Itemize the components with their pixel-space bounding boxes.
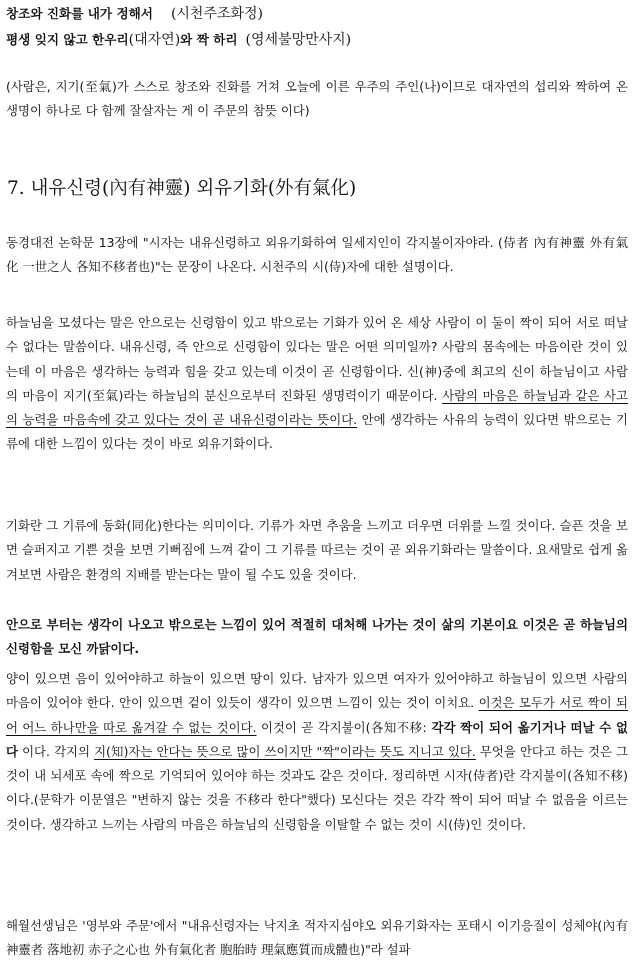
paragraph-5-underlined-a: 이것은 모두가 서로 짝이 되어 어느 하나만을 따로 옮겨갈 수 없는 것이다. xyxy=(6,695,628,735)
header-line-2-paren-b: (영세불망만사지) xyxy=(245,32,352,48)
header-line-1-text: 창조와 진화를 내가 정해서 xyxy=(6,6,153,21)
header-line-2 xyxy=(6,27,628,53)
paragraph-5-text-a: 양이 있으면 음이 있어야하고 하늘이 있으면 땅이 있다. 남자가 있으면 여자가 있어야하고 하늘님이 있으면 사람의 마음이 있어야 한다. 안이 있으면 겉이 있듯이 생각이 있으면 느낌이 있는 것이 이치요. xyxy=(6,671,628,711)
paragraph-6: 해월선생님은 '영부와 주문'에서 "내유신령자는 낙지초 적자지심야오 외유기화자는 포태시 이기응질이 성체야(內有神靈者 落地初 赤子之心也 外有氣化者 胞胎時 理氣應質而成體也)"라 설파 xyxy=(6,918,628,958)
paragraph-5-text-c: 이것이 곧 각지불이(各知不移: xyxy=(256,719,427,735)
header-line-1-paren: (시천주조화정) xyxy=(170,6,264,22)
paragraph-2-text-a: 하늘님을 모셨다는 말은 안으로는 신령함이 있고 밖으로는 기화가 있어 온 세상 사람이 이 둘이 짝이 되어 서로 떠날 수 없다는 말씀이다. 내유신령, 즉 안으로 신령함이 있다는 말은 어떤 의미일까? 사람의 몸속에는 마음이란 것이 있는데 이 마음은 생각하는 능력과 힘을 갖고 있는데 이것이 곧 신령함이다. 신(神)중에 최고의 신이 하늘님이고 사람의 마음이 지기(至氣)라는 하늘님의 분신으로부터 진화된 생명력이기 때문이다. xyxy=(6,315,628,403)
paragraph-5-bold: 각각 짝이 되어 옮기거나 떠날 수 없다 xyxy=(6,719,628,759)
paragraph-2-underlined: 사람의 마음은 하늘님과 같은 사고의 능력을 마음속에 갖고 있다는 것이 곧 내유신령이라는 뜻이다. xyxy=(6,387,628,428)
paragraph-3: 기화란 그 기류에 동화(同化)한다는 의미이다. 기류가 차면 추움을 느끼고 더우면 더위를 느낄 것이다. 슬픈 것을 보면 슬퍼지고 기쁜 것을 보면 기뻐짐에 느껴 같이 그 기류를 따르는 것이 곧 외유기화라는 말씀이다. 요새말로 쉽게 옮겨보면 사람은 환경의 지배를 받는다는 말이 될 수도 있을 것이다. xyxy=(6,518,628,582)
section-title: 7. 내유신령(內有神靈) 외유기화(外有氣化) xyxy=(7,178,357,199)
paragraph-4: 안으로 부터는 생각이 나오고 밖으로는 느낌이 있어 적절히 대처해 나가는 것이 삶의 기본이요 이것은 곧 하늘님의 신령함을 모신 까닭이다. xyxy=(6,617,628,657)
paragraph-1: 동경대전 논학문 13장에 "시자는 내유신령하고 외유기화하여 일세지인이 각지불이자야라. (侍者 內有神靈 外有氣化 一世之人 各知不移者也)"는 문장이 나온다. 시천주의 시(侍)자에 대한 설명이다. xyxy=(6,235,628,275)
header-line-2-text-b: 와 짝 하리 xyxy=(180,32,238,47)
paragraph-5-underlined-b: 지(知)자는 안다는 뜻으로 많이 쓰이지만 "짝"이라는 뜻도 지니고 있다. xyxy=(94,743,476,759)
header-line-2-paren-a: (대자연) xyxy=(128,32,181,48)
paragraph-2-text-c: 안에 생각하는 사유의 능력이 있다면 밖으로는 기류에 대한 느낌이 있다는 것이 바로 외유기화이다. xyxy=(6,412,628,452)
paragraph-5-text-g: 무엇을 안다고 하는 것은 그것이 내 뇌세포 속에 짝으로 기억되어 있어야 하는 것과도 같은 것이다. 정리하면 시자(侍者)란 각지불이(各知不移)이다.(문학가 이문열은 "변하지 않는 것을 不移라 한다"했다) 모신다는 것은 각각 짝이 되어 떠날 수 없음을 이르는 것이다. 생각하고 느끼는 사람의 마음은 하늘님의 신령함을 이탈할 수 없는 것이 시(侍)인 것이다. xyxy=(6,743,628,832)
paragraph-2 xyxy=(6,311,628,457)
header-line-1 xyxy=(6,1,628,27)
intro-paragraph: (사람은, 지기(至氣)가 스스로 창조와 진화를 거쳐 오늘에 이른 우주의 주인(나)이므로 대자연의 섭리와 짝하여 온 생명이 하나로 다 함께 잘살자는 게 이 주문의 참뜻 이다) xyxy=(6,79,628,119)
header-block xyxy=(6,1,628,53)
paragraph-5-text-e: 이다. 각지의 xyxy=(17,743,95,759)
header-line-2-text: 평생 잊지 않고 한우리 xyxy=(6,32,129,47)
paragraph-5 xyxy=(6,667,628,837)
